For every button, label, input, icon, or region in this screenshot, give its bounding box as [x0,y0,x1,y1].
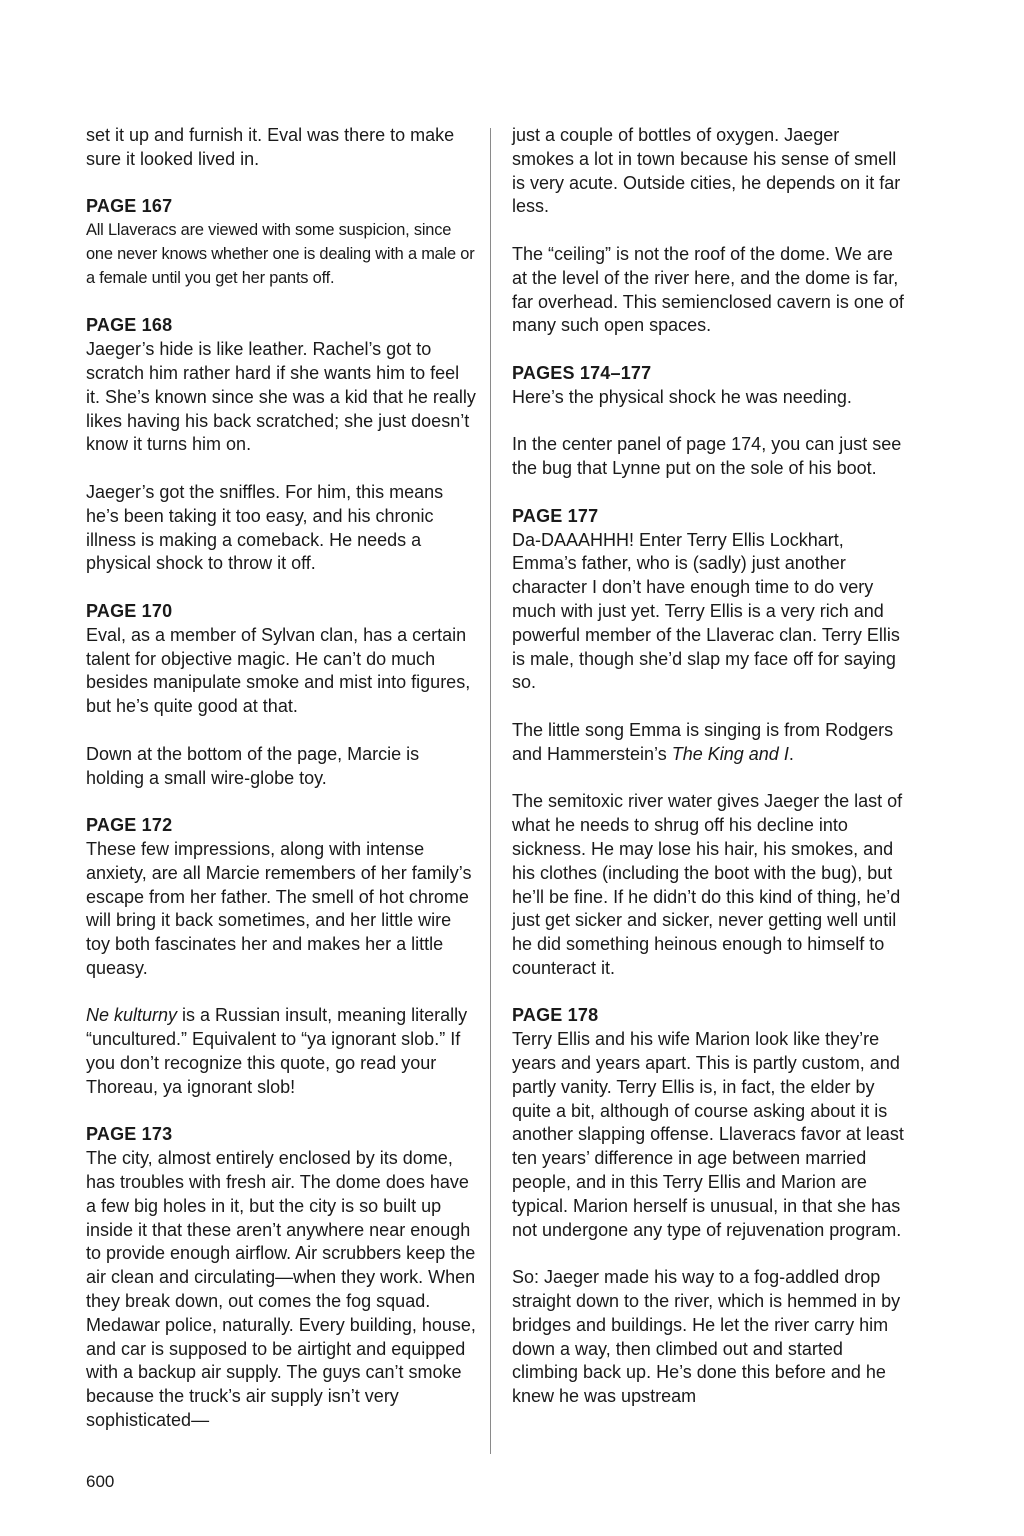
page-170-paragraph-1: Eval, as a member of Sylvan clan, has a certain talent for objective magic. He can’t do much besides manipulate smoke and mist into figures, but he’s quite good at that. [86,624,471,717]
song-text: The little song Emma is singing is from Rodgers and Hammerstein’s [512,719,894,764]
song-title: The King and I [671,743,789,764]
page-168-paragraph-2: Jaeger’s got the sniffles. For him, this means he’s been taking it too easy, and his chronic illness is making a comeback. He needs a physical shock to throw it off. [86,481,444,574]
heading-page-177: PAGE 177 [512,505,599,526]
page-168-paragraph-1: Jaeger’s hide is like leather. Rachel’s got to scratch him rather hard if she wants him to feel it. She’s known since she was a kid that he really likes having his back scratched; she just doesn’t know it turns him on. [86,339,476,455]
page-178-paragraph-1: Terry Ellis and his wife Marion look like they’re years and years apart. This is partly custom, and partly vanity. Terry Ellis is, in fact, the elder by quite a bit, although of course asking about it is another slapping offense. Llaveracs favor at least ten years’ difference in age between married people, and in this Terry Ellis and Marion are typical. Marion herself is unusual, in that she has not undergone any type of rejuvenation program. [512,1029,904,1240]
left-column [86,124,478,1433]
page-174-paragraph-2: In the center panel of page 174, you can just see the bug that Lynne put on the sole of his boot. [512,434,902,479]
column-divider [490,128,491,1454]
heading-pages-174-177: PAGES 174–177 [512,362,652,383]
page-172-paragraph-1: These few impressions, along with intense anxiety, are all Marcie remembers of her family’s escape from her father. The smell of hot chrome will bring it back sometimes, and her little wire toy both fascinates her and makes her a little queasy. [86,838,472,978]
ceiling-paragraph: The “ceiling” is not the roof of the dome. We are at the level of the river here, and the dome is far, far overhead. This semienclosed cavern is one of many such open spaces. [512,243,904,336]
page-177-paragraph-1: Da-DAAAHHH! Enter Terry Ellis Lockhart, Emma’s father, who is (sadly) just another character I don’t have enough time to do very much with just yet. Terry Ellis is a very rich and powerful member of the Llaverac clan. Terry Ellis is male, though she’d slap my face off for saying so. [512,529,900,693]
page-167-paragraph: All Llaveracs are viewed with some suspicion, since one never knows whether one is dealing with a male or a female until you get her pants off. [86,221,475,287]
page-173-paragraph: The city, almost entirely enclosed by its dome, has troubles with fresh air. The dome does have a few big holes in it, but the city is so built up inside it that these aren’t anywhere near enough to provide enough airflow. Air scrubbers keep the air clean and circulating—when they work. When they break down, out comes the fog squad. Medawar police, naturally. Every building, house, and car is supposed to be airtight and equipped with a backup air supply. The guys can’t smoke because the truck’s air supply isn’t very sophisticated— [86,1148,476,1431]
continued-paragraph: just a couple of bottles of oxygen. Jaeger smokes a lot in town because his sense of smell is very acute. Outside cities, he depends on it far less. [512,125,901,217]
heading-page-178: PAGE 178 [512,1005,599,1026]
song-end: . [788,743,794,764]
heading-page-173: PAGE 173 [86,1124,173,1145]
intro-paragraph: set it up and furnish it. Eval was there to make sure it looked lived in. [86,125,455,169]
russian-phrase: Ne kulturny [86,1005,178,1026]
page-177-paragraph-2 [512,719,904,767]
page-172-paragraph-2 [86,1004,478,1099]
heading-page-167: PAGE 167 [86,196,173,217]
page-172-paragraph-2-text: is a Russian insult, meaning literally “uncultured.” Equivalent to “ya ignorant slob.” If you don’t recognize this quote, go read your Thoreau, ya ignorant slob! [86,1005,468,1097]
heading-page-170: PAGE 170 [86,600,173,621]
right-column [512,124,904,1409]
page-177-paragraph-3: The semitoxic river water gives Jaeger the last of what he needs to shrug off his decline into sickness. He may lose his hair, his smokes, and his clothes (including the boot with the bug), but he’ll be fine. If he didn’t do this kind of thing, he’d just get sicker and sicker, never getting well until he did something heinous enough to himself to counteract it. [512,791,903,978]
heading-page-168: PAGE 168 [86,315,173,336]
page-174-paragraph-1: Here’s the physical shock he was needing. [512,386,852,407]
heading-page-172: PAGE 172 [86,815,173,836]
page-number: 600 [86,1472,115,1491]
page-170-paragraph-2: Down at the bottom of the page, Marcie is holding a small wire-globe toy. [86,743,420,788]
page-178-paragraph-2: So: Jaeger made his way to a fog-addled drop straight down to the river, which is hemmed in by bridges and buildings. He let the river carry him down a way, then climbed out and started climbing back up. He’s done this before and he knew he was upstream [512,1267,901,1407]
